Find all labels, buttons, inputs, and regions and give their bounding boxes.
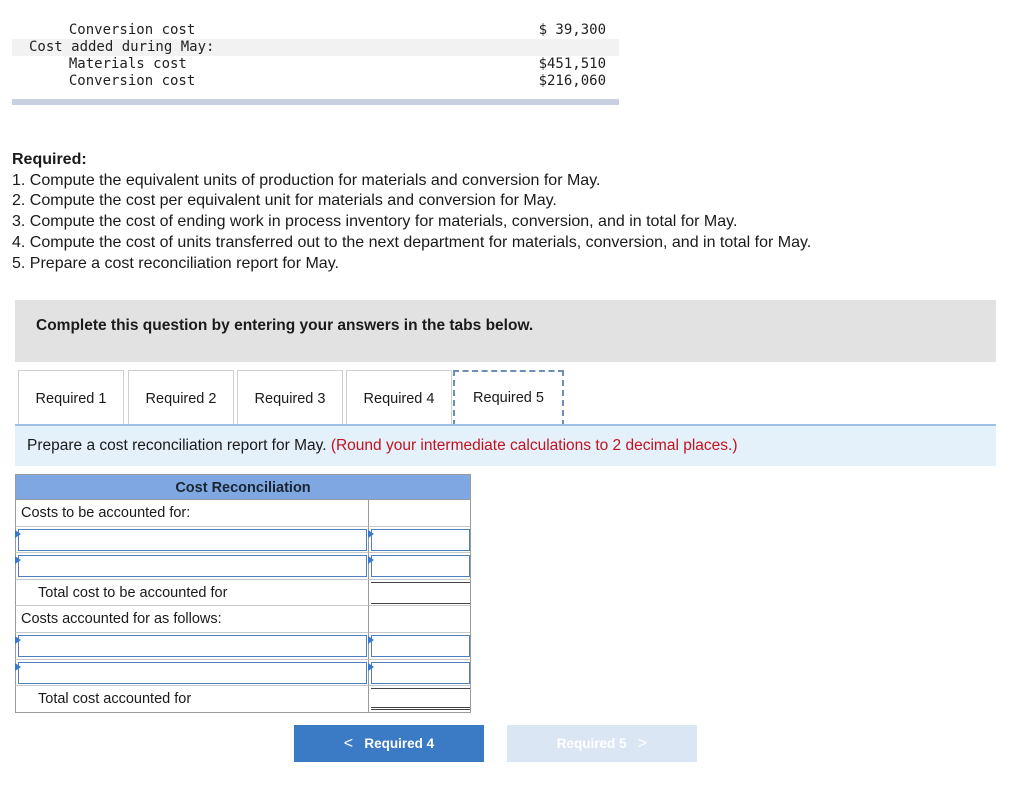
prev-button-label: Required 4 (364, 735, 435, 751)
cost-amount-input-4[interactable] (371, 662, 470, 684)
row-value-cell (368, 500, 471, 527)
table-row (15, 686, 471, 713)
total-accounted-label: Total cost accounted for (38, 691, 192, 708)
data-row (12, 39, 619, 56)
row-label-cell (15, 686, 368, 713)
input-flag-icon (368, 663, 374, 671)
input-flag-icon (15, 636, 21, 644)
cost-amount-input-3[interactable] (371, 635, 470, 657)
instruction-text: Complete this question by entering your answers in the tabs below. (36, 317, 534, 334)
cost-label-select-3[interactable] (18, 635, 367, 657)
prompt-bar (15, 426, 996, 466)
data-row-value: $ 39,300 (538, 22, 606, 38)
data-row (12, 56, 619, 90)
cost-label-select-1[interactable] (18, 529, 367, 551)
prev-required-button[interactable] (294, 725, 484, 762)
chevron-left-icon: < (343, 734, 354, 752)
tab-required-5[interactable]: Required 5 (453, 370, 564, 426)
next-required-button[interactable] (507, 725, 697, 762)
table-row (15, 660, 471, 687)
input-flag-icon (368, 556, 374, 564)
input-flag-icon (15, 663, 21, 671)
data-row-label: Cost added during May: (29, 39, 215, 55)
tab-required-1[interactable]: Required 1 (18, 370, 124, 424)
data-row (12, 22, 619, 39)
data-row-label: Conversion cost (52, 22, 196, 38)
input-flag-icon (368, 636, 374, 644)
table-divider (12, 99, 619, 105)
next-button-label: Required 5 (556, 735, 627, 751)
required-list (12, 171, 811, 275)
input-flag-icon (368, 530, 374, 538)
prompt-text: Prepare a cost reconciliation report for May. (27, 437, 331, 454)
total-to-account-label: Total cost to be accounted for (38, 584, 228, 601)
cost-amount-input-2[interactable] (371, 555, 470, 577)
table-row (15, 500, 471, 527)
costs-to-account-label: Costs to be accounted for: (21, 505, 191, 521)
tab-required-4[interactable]: Required 4 (346, 370, 452, 424)
cost-data-table (12, 22, 619, 90)
row-label-cell (15, 500, 368, 527)
table-row (15, 527, 471, 554)
data-row-label: Materials cost (52, 56, 187, 72)
table-row (15, 553, 471, 580)
input-flag-icon (15, 530, 21, 538)
tab-required-2[interactable]: Required 2 (128, 370, 234, 424)
required-item: 4. Compute the cost of units transferred out to the next department for materials, conversion, and in total for May. (12, 233, 812, 251)
total-to-account-input[interactable] (371, 582, 470, 604)
data-row-label: Conversion cost (52, 73, 196, 89)
required-item: 2. Compute the cost per equivalent unit for materials and conversion for May. (12, 192, 557, 210)
data-row-value: $451,510 (538, 56, 606, 72)
required-heading: Required: (12, 151, 87, 168)
row-label-cell (15, 606, 368, 633)
input-flag-icon (15, 556, 21, 564)
cost-label-select-2[interactable] (18, 555, 367, 577)
tab-required-3[interactable]: Required 3 (237, 370, 343, 424)
table-row (15, 606, 471, 633)
data-row-value: $216,060 (538, 73, 606, 89)
required-item: 3. Compute the cost of ending work in process inventory for materials, conversion, and in total for May. (12, 213, 738, 231)
required-item: 1. Compute the equivalent units of production for materials and conversion for May. (12, 171, 601, 189)
row-value-cell (368, 606, 471, 633)
required-section (12, 150, 811, 274)
total-accounted-input[interactable] (371, 688, 470, 710)
cost-reconciliation-table (15, 474, 471, 713)
accounted-as-follows-label: Costs accounted for as follows: (21, 611, 222, 628)
required-item: 5. Prepare a cost reconciliation report for May. (12, 254, 339, 272)
cost-amount-input-1[interactable] (371, 529, 470, 551)
chevron-right-icon: > (637, 734, 648, 752)
recon-title: Cost Reconciliation (15, 474, 471, 500)
row-label-cell (15, 580, 368, 607)
table-row (15, 633, 471, 660)
cost-label-select-4[interactable] (18, 662, 367, 684)
rounding-note: (Round your intermediate calculations to 2 decimal places.) (330, 437, 738, 454)
instruction-box (15, 300, 996, 362)
table-row (15, 580, 471, 607)
